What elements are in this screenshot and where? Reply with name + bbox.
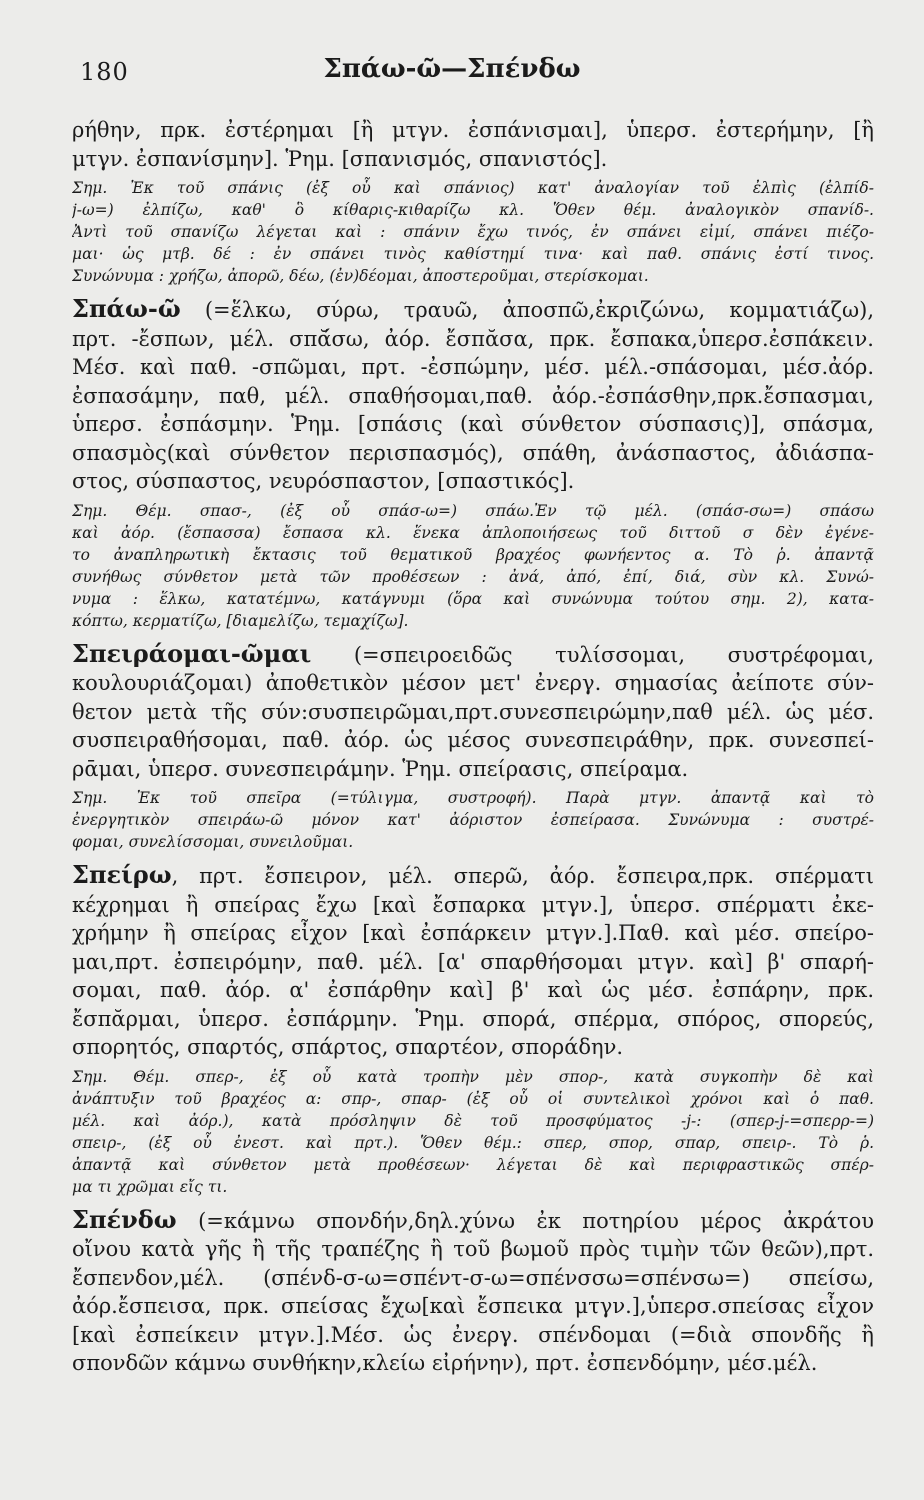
headword: Σπάω-ῶ [72,295,181,323]
line-text: Σημ. Θέμ. σπερ-, ἐξ οὗ κατὰ τροπὴν μὲν σπορ-, κατὰ συγκοπὴν δὲ καὶ [72,1067,874,1086]
headword: Σπένδω [72,1205,177,1234]
line-text: Σημ. Ἐκ τοῦ σπεῖρα (=τύλιγμα, συστροφή). Παρὰ μτγν. ἀπαντᾷ καὶ τὸ [72,789,874,807]
page-number: 180 [80,58,129,86]
entry-paragraph [72,116,874,173]
line-text: μτγν. ἐσπανίσμην]. Ῥημ. [σπανισμός, σπανιστός]. [72,146,608,171]
note-line [72,265,874,287]
line-text: θετον μετὰ τῆς σύν:συσπειρῶμαι,πρτ.συνεσπειρώμην,παθ μέλ. ὡς μέσ. [72,699,874,724]
note-line [72,566,874,588]
page-header [80,52,824,96]
line-text: καὶ ἀόρ. (ἔσπασσα) ἔσπασα κλ. ἕνεκα ἀπλοποιήσεως τοῦ διττοῦ σ δὲν ἐγένε- [72,523,874,542]
line-text: φομαι, συνελίσσομαι, συνειλοῦμαι. [72,833,354,851]
line-text: οἴνου κατὰ γῆς ἢ τῆς τραπέζης ἢ τοῦ βωμοῦ πρὸς τιμὴν τῶν θεῶν),πρτ. [72,1237,874,1261]
note-line [72,199,874,221]
line-text: (=σπειροειδῶς τυλίσσομαι, συστρέφομαι, [311,642,874,667]
line-text: κουλουριάζομαι) ἀποθετικὸν μέσον μετ' ἐνεργ. σημασίας ἀείποτε σύν- [72,671,874,695]
note-line [72,1088,874,1110]
note-line [72,522,874,544]
text-line [72,976,874,1005]
line-text: σπονδῶν κάμνω συνθήκην,κλείω εἰρήνην), πρτ. ἐσπενδόμην, μέσ.μέλ. [72,1351,818,1375]
line-text: μέλ. καὶ ἀόρ.), κατὰ πρόσληψιν δὲ τοῦ προσφύματος -j-: (σπερ-j-=σπερρ-=) [72,1111,874,1130]
note-line [72,588,874,610]
line-text: ἔσπενδον,μέλ. (σπένδ-σ-ω=σπέντ-σ-ω=σπένσσω=σπένσω=) σπείσω, [72,1265,874,1290]
line-text: σπειρ-, (ἐξ οὗ ἐνεστ. καὶ πρτ.). Ὅθεν θέμ.: σπερ, σπορ, σπαρ, σπειρ-. Τὸ ῥ. [72,1133,874,1152]
note-paragraph [72,500,874,632]
line-text: ἀπαντᾷ καὶ σύνθετον μετὰ προθέσεων· λέγεται δὲ καὶ περιφραστικῶς σπέρ- [72,1155,874,1174]
entry-paragraph [72,1206,874,1378]
text-line [72,116,874,145]
line-text: Σημ. Θέμ. σπασ-, (ἐξ οὗ σπάσ-ω=) σπάω.Ἐν τῷ μέλ. (σπάσ-σω=) σπάσω [72,501,874,520]
entry-paragraph [72,295,874,496]
line-text: [καὶ ἐσπείκειν μτγν.].Μέσ. ὡς ἐνεργ. σπένδομαι (=διὰ σπονδῆς ἢ [72,1322,874,1347]
text-line [72,1005,874,1034]
text-line [72,295,874,325]
line-text: κέχρημαι ἢ σπείρας ἔχω [καὶ ἔσπαρκα μτγν.], ὑπερσ. σπέρματι ἐκε- [72,892,874,917]
note-line [72,610,874,632]
line-text: μαι· ὡς μτβ. δέ : ἐν σπάνει τινὸς καθίστημί τινα· καὶ παθ. σπάνις ἐστί τινος. [72,245,874,263]
text-line [72,948,874,977]
line-text: στος, σύσπαστος, νευρόσπαστον, [σπαστικός]. [72,469,575,493]
entry-paragraph [72,640,874,784]
line-text: Σημ. Ἐκ τοῦ σπάνις (ἐξ οὗ καὶ σπάνιος) κατ' ἀναλογίαν τοῦ ἐλπὶς (ἐλπίδ- [72,179,874,197]
line-text: ὑπερσ. ἐσπάσμην. Ῥημ. [σπάσις (καὶ σύνθετον σύσπασις)], σπάσμα, [72,412,874,436]
text-line [72,698,874,727]
line-text: ἀνάπτυξιν τοῦ βραχέος α: σπρ-, σπαρ- (ἐξ οὗ οἱ συντελικοὶ χρόνοι καὶ ὁ παθ. [72,1089,874,1108]
line-text: μαι,πρτ. ἐσπειρόμην, παθ. μέλ. [α' σπαρθήσομαι μτγν. καὶ] β' σπαρή- [72,949,874,974]
line-text: νυμα : ἕλκω, κατατέμνω, κατάγνυμι (ὅρα καὶ συνώνυμα τούτου σημ. 2), κατα- [72,589,874,608]
line-text: μα τι χρῶμαι εἴς τι. [72,1177,228,1196]
text-line [72,410,874,439]
text-line [72,669,874,698]
text-line [72,861,874,891]
line-text: ρᾱμαι, ὑπερσ. συνεσπειράμην. Ῥημ. σπείρασις, σπείραμα. [72,756,689,781]
note-line [72,177,874,199]
note-line [72,1176,874,1198]
line-text: j-ω=) ἐλπίζω, καθ' ὃ κίθαρις-κιθαρίζω κλ. Ὅθεν θέμ. ἀναλογικὸν σπανίδ-. [72,201,874,219]
text-line [72,1264,874,1293]
line-text: το ἀναπληρωτικὴ ἔκτασις τοῦ θεματικοῦ βραχέος φωνήεντος α. Τὸ ῥ. ἀπαντᾷ [72,545,874,564]
text-line [72,439,874,468]
line-text: πρτ. -ἔσπων, μέλ. σπᾰ́σω, ἀόρ. ἔσπᾰσα, πρκ. ἔσπακα,ὑπερσ.ἐσπάκειν. [72,326,874,351]
line-text: ἐνεργητικὸν σπειράω-ῶ μόνον κατ' ἀόριστον ἐσπείρασα. Συνώνυμα : συστρέ- [72,811,874,829]
text-line [72,467,874,496]
text-line [72,640,874,670]
text-line [72,1292,874,1321]
entry-paragraph [72,861,874,1062]
text-line [72,1349,874,1378]
line-text: Μέσ. καὶ παθ. -σπῶμαι, πρτ. -ἐσπώμην, μέσ. μέλ.-σπάσομαι, μέσ.ἀόρ. [72,355,874,379]
text-line [72,1321,874,1350]
note-line [72,1110,874,1132]
headword: Σπειράομαι-ῶμαι [72,639,312,668]
text-line [72,382,874,411]
line-text: σπορητός, σπαρτός, σπάρτος, σπαρτέον, σποράδην. [72,1035,624,1059]
note-line [72,787,874,809]
line-text: σπασμὸς(καὶ σύνθετον περισπασμός), σπάθη, ἀνάσπαστος, ἀδιάσπα- [72,440,874,465]
text-line [72,726,874,755]
note-line [72,500,874,522]
text-line [72,1033,874,1062]
note-line [72,544,874,566]
line-text: (=κάμνω σπονδήν,δηλ.χύνω ἐκ ποτηρίου μέρος ἀκράτου [176,1208,874,1233]
line-text: χρήμην ἢ σπείρας εἶχον [καὶ ἐσπάρκειν μτγν.].Παθ. καὶ μέσ. σπείρο- [72,921,874,945]
note-line [72,831,874,853]
note-line [72,1132,874,1154]
line-text: ἔσπᾰρμαι, ὑπερσ. ἐσπάρμην. Ῥημ. σπορά, σπέρμα, σπόρος, σπορεύς, [72,1006,874,1031]
line-text: (=ἕλκω, σύρω, τραυῶ, ἀποσπῶ,ἐκριζώνω, κομματιάζω), [180,298,874,322]
note-paragraph [72,177,874,287]
text-line [72,1206,874,1236]
text-line [72,919,874,948]
note-paragraph [72,1066,874,1198]
line-text: ρήθην, πρκ. ἐστέρημαι [ἢ μτγν. ἐσπάνισμαι], ὑπερσ. ἐστερήμην, [ἢ [72,118,874,142]
text-line [72,145,874,174]
line-text: σομαι, παθ. ἀόρ. α' ἐσπάρθην καὶ] β' καὶ ὡς μέσ. ἐσπάρην, πρκ. [72,978,874,1002]
text-line [72,755,874,784]
line-text: κόπτω, κερματίζω, [διαμελίζω, τεμαχίζω]. [72,611,409,630]
headword: Σπείρω [72,861,172,889]
line-text: Συνώνυμα : χρήζω, ἀπορῶ, δέω, (ἐν)δέομαι, ἀποστεροῦμαι, στερίσκομαι. [72,267,649,285]
line-text: συσπειραθήσομαι, παθ. ἀόρ. ὡς μέσος συνεσπειράθην, πρκ. συνεσπεί- [72,728,874,752]
note-line [72,243,874,265]
text-line [72,353,874,382]
line-text: ἐσπασάμην, παθ, μέλ. σπαθήσομαι,παθ. ἀόρ.-ἐσπάσθην,πρκ.ἔσπασμαι, [72,383,874,408]
note-line [72,1066,874,1088]
text-line [72,325,874,354]
dictionary-entries [72,112,874,1378]
text-line [72,1235,874,1264]
text-line [72,891,874,920]
line-text: ἀόρ.ἔσπεισα, πρκ. σπείσας ἔχω[καὶ ἔσπεικα μτγν.],ὑπερσ.σπείσας εἶχον [72,1294,874,1318]
line-text: , πρτ. ἔσπειρον, μέλ. σπερῶ, ἀόρ. ἔσπειρα,πρκ. σπέρματι [171,864,874,888]
note-paragraph [72,787,874,853]
note-line [72,1154,874,1176]
line-text: Ἀντὶ τοῦ σπανίζω λέγεται καὶ : σπάνιν ἔχω τινός, ἐν σπάνει εἰμί, σπάνει πιέζο- [72,223,874,241]
running-head: Σπάω-ῶ—Σπένδω [323,54,581,84]
note-line [72,809,874,831]
note-line [72,221,874,243]
line-text: συνήθως σύνθετον μετὰ τῶν προθέσεων : ἀνά, ἀπό, ἐπί, διά, σὺν κλ. Συνώ- [72,567,874,586]
